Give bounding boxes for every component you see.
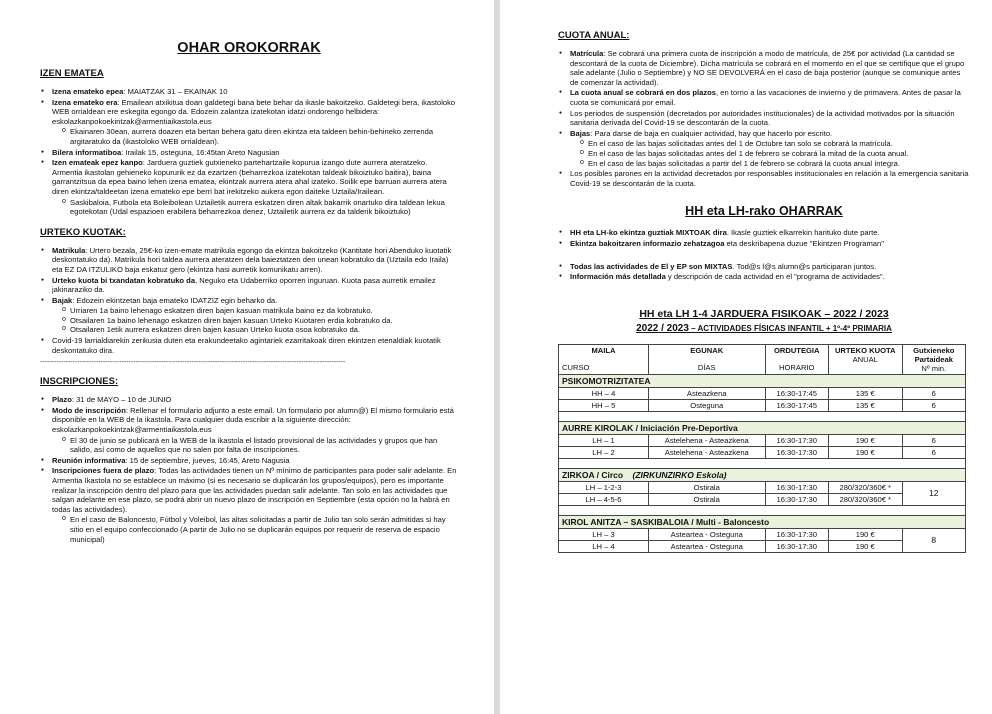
group-row: AURRE KIROLAK / Iniciación Pre-Deportiva xyxy=(559,421,966,434)
sub-list-item: o Otsailaren 1etik aurrera eskatzen diren bajen kasuan Urteko kuota osoa kobratuko da. xyxy=(52,325,458,335)
list-item: ● Ekintza bakoitzaren informazio zehatzagoa eta deskribapena duzue "Ekintzen Programan" xyxy=(558,239,970,249)
activities-table xyxy=(558,344,966,553)
section-heading-inscripciones: INSCRIPCIONES: xyxy=(40,376,119,388)
table-row: LH – 1 Astelehena - Asteazkena 16:30-17:30 190 € 6 xyxy=(559,434,966,446)
list-item: ● Izena emateko epea: MAIATZAK 31 – EKAINAK 10 xyxy=(40,87,458,97)
list-item: ● Bilera informatiboa: Irailak 15, osteguna, 16:45tan Areto Nagusian xyxy=(40,148,458,158)
sub-list-item: o En el caso de Baloncesto, Fútbol y Voleibol, las altas solicitadas a partir de Julio tan solo serán admitidas si hay sitio en el equipo confeccionado (A partir de Julio no se duplicarán equipos por requerir de reserva de espacio municipal) xyxy=(52,515,458,544)
list-item: ● Modo de inscripción: Rellenar el formulario adjunto a este email. Un formulario por alumn@) El mismo formulario está disponible en la WEB de la ikastola. Para cualquier duda escribir a la siguiente dirección: eskolazkanpokoekintzak@armentiaikastola.eus o El 30 de junio se publicará en la WEB de la ikastola el listado provisional de las actividades y grupos que han salido, así como de aquellos que no salen por falta de inscripciones. xyxy=(40,406,458,455)
list-item: ● Todas las actividades de El y EP son MIXTAS. Tod@s l@s alumn@s participaran juntos. xyxy=(558,262,970,272)
list-item: ● Matrikula: Urtero bezala, 25€-ko izen-emate matrikula egongo da ekintza bakoitzeko (Kantitate hori Abenduko kuotatik deskontatuko da). Matrikula hori taldea aurrera ateratzen dela baieztatzen den unean kobratuko da (Uztaila edo Iraila) eta EZ DA ITZULIKO baja eskatuz gero (ekintza hasi aurretik komunikatu arren). xyxy=(40,246,458,275)
oharrak-list-eu xyxy=(558,228,970,248)
list-item: ● Reunión informativa: 15 de septiembre, jueves, 16:45, Areto Nagusia xyxy=(40,456,458,466)
list-item: ● Izena emateko era: Emailean atxikitua doan galdetegi bana bete behar da ikasle bakoitzeko. Galdetegi bera, ikastoloko WEB orrialdean ere eskegita egongo da. Edozein zalantza izatekotan idatzi ondorengo helbidera: eskolazkanpokoekintzak@armentiaikastola.eus o Ekainaren 30ean, aurrera doazen eta bertan behera gatu diren ekintza eta taldeen behin-behineko zerrenda argitaratuko da (ikastoloko WEB orrialdean). xyxy=(40,98,458,147)
oharrak-list-es xyxy=(558,262,970,282)
cuota-list xyxy=(558,49,970,188)
sub-list-item: o Ekainaren 30ean, aurrera doazen eta bertan behera gatu diren ekintza eta taldeen behin-behineko zerrenda argitaratuko da (ikastoloko WEB orrialdean). xyxy=(52,127,458,146)
sub-list-item: o El 30 de junio se publicará en la WEB de la ikastola el listado provisional de las actividades y grupos que han salido, así como de aquellos que no salen por falta de inscripciones. xyxy=(52,436,458,455)
table-row: LH – 4 Asteartea - Osteguna 16:30-17:30 190 € xyxy=(559,540,966,552)
section-heading-kuota: URTEKO KUOTAK: xyxy=(40,226,126,238)
table-title-line1: HH eta LH 1-4 JARDUERA FISIKOAK – 2022 / 2023 xyxy=(639,307,889,320)
sub-list-item: o Saskibaloia, Futbola eta Boleibolean Uztailetik aurrera eskatzen diren altak bakarrik onartuko dira taldean lekua egotekotan (Udal espazioen erabilera beharrezkoa denez, Uztailetik aurrera ez da talderik bikoiztuko) xyxy=(52,198,458,217)
sub-list-item: o En el caso de las bajas solicitadas antes del 1 de febrero se cobrará la mitad de la cuota anual. xyxy=(570,149,970,159)
inscripciones-list xyxy=(40,395,458,544)
table-header-row: MAILA CURSO EGUNAK DÍAS ORDUTEGIA HORARIO URTEKO KUOTA ANUAL Gutxieneko Partaideak Nº min. xyxy=(559,344,966,374)
list-item: ● La cuota anual se cobrará en dos plazos, en torno a las vacaciones de invierno y de primavera. Antes de pasar la cuota se comunicará por email. xyxy=(558,88,970,107)
list-item: ● Izen emateak epez kanpo: Jarduera guztiek gutxieneko partehartzaile kopurua izango dute aurrera ateratzeko. Armentia ikastolan gehieneko kopururik ez da ezartzen (beharrezkoa izatekotan taldeak bikoiztuko baitira), baina garrantzitsua da epea baino lehen izena ematea, ekintzak aurrera atera ahal izateko. Soilik epe barruan aurrera atera diren ekintza/taldeetan izena emateko epe berri bat irekitzeko aukera egon daiteke Uztaila/Irailean. o Saskibaloia, Futbola eta Boleibolean Uztailetik aurrera eskatzen diren altak bakarrik onartuko dira taldean lekua egotekotan (Udal espazioen erabilera beharrezkoa denez, Uztailetik aurrera ez da talderik bikoiztuko) xyxy=(40,158,458,217)
table-row: HH – 5 Osteguna 16:30-17:45 135 € 6 xyxy=(559,399,966,411)
table-row: HH – 4 Asteazkena 16:30-17:45 135 € 6 xyxy=(559,387,966,399)
sub-list-item: o En el caso de las bajas solicitadas a partir del 1 de febrero se cobrará la cuota anual íntegra. xyxy=(570,159,970,169)
list-item: ● Inscripciones fuera de plazo: Todas las actividades tienen un Nº mínimo de participantes para poder salir adelante. En Armentia Ikastola no se establece un máximo (si es necesario se duplicarán los grupos/equipos), pero es importante realizar la inscripción dentro del plazo para que las actividades puedan salir adelante. Tan solo en las actividades que salgan adelante en ese plazo, se podrá abrir un nuevo plazo de inscripción en Septiembre (esta opción no la habrá en todas las actividades). o En el caso de Baloncesto, Fútbol y Voleibol, las altas solicitadas a partir de Julio tan solo serán admitidas si hay sitio en el equipo confeccionado (A partir de Julio no se duplicarán equipos por requerir de reserva de espacio municipal) xyxy=(40,466,458,544)
page-title: OHAR OROKORRAK xyxy=(177,40,321,56)
list-item: ● Los posibles parones en la actividad decretados por responsables institucionales en relación a la emergencia sanitaria Covid-19 se descontarán de la cuota. xyxy=(558,169,970,188)
list-item: ● HH eta LH-ko ekintza guztiak MIXTOAK dira. Ikasle guztiek elkarrekin harituko dute parte. xyxy=(558,228,970,238)
list-item: ● Matrícula: Se cobrará una primera cuota de inscripción a modo de matrícula, de 25€ por actividad (La cantidad se descontará de la cuota de Diciembre). Dicha matrícula se cobrará en el momento en el que se certifique que el grupo sale adelante (Julio o Septiembre) y NO SE DEVOLVERÁ en el caso de baja posterior (aunque se comunique antes de comenzar la actividad). xyxy=(558,49,970,87)
list-item: ● Bajak: Edozein ekintzetan baja emateko IDATZIZ egin beharko da. o Urriaren 1a baino lehenago eskatzen diren bajen kasuan matrikula baino ez da kobratuko. o Otsailaren 1a baino lehenago eskatzen diren bajen kasuan Urteko Kuotaren erdia kobratuko da. o Otsailaren 1etik aurrera eskatzen diren bajen kasuan Urteko kuota osoa kobratuko da. xyxy=(40,296,458,335)
right-page xyxy=(500,0,992,714)
list-item: ● Urteko kuota bi txandatan kobratuko da, Neguko eta Udaberriko oporren inguruan. Kuota pasa aurretik emailez jakinaraziko da. xyxy=(40,276,458,295)
table-row: LH – 4-5-6 Ostirala 16:30-17:30 280/320/360€ * xyxy=(559,493,966,505)
table-title xyxy=(558,308,970,334)
group-row: PSIKOMOTRIZITATEA xyxy=(559,374,966,387)
group-row: ZIRKOA / Circo (ZIRKUNZIRKO Eskola) xyxy=(559,468,966,481)
izen-list xyxy=(40,87,458,217)
list-item: ● Bajas: Para darse de baja en cualquier actividad, hay que hacerlo por escrito. o En el caso de las bajas solicitadas antes del 1 de Octubre tan solo se cobrará la matrícula. o En el caso de las bajas solicitadas antes del 1 de febrero se cobrará la mitad de la cuota anual. o En el caso de las bajas solicitadas a partir del 1 de febrero se cobrará la cuota anual íntegra. xyxy=(558,129,970,168)
kuota-list xyxy=(40,246,458,356)
sub-list-item: o En el caso de las bajas solicitadas antes del 1 de Octubre tan solo se cobrará la matrícula. xyxy=(570,139,970,149)
list-item: ● Covid-19 larrialdiarekin zerikusia duten eta erakundeetako agintariek ezarritakoak diren ekintzen etenaldiak kuotatik deskontatuko dira. xyxy=(40,336,458,355)
sub-list-item: o Otsailaren 1a baino lehenago eskatzen diren bajen kasuan Urteko Kuotaren erdia kobratuko da. xyxy=(52,316,458,326)
group-row: KIROL ANITZA – SASKIBALOIA / Multi - Baloncesto xyxy=(559,515,966,528)
table-row: LH – 1-2-3 Ostirala 16:30-17:30 280/320/360€ * 12 xyxy=(559,481,966,493)
left-page xyxy=(0,0,494,714)
table-row: LH – 3 Asteartea - Osteguna 16:30-17:30 190 € 8 xyxy=(559,528,966,540)
list-item: ● Plazo: 31 de MAYO – 10 de JUNIO xyxy=(40,395,458,405)
section-heading-cuota: CUOTA ANUAL: xyxy=(558,30,630,41)
list-item: ● Los periodos de suspensión (decretados por autoridades institucionales) de la actividad motivados por la situación sanitaria derivada del Covid-19 se descontarán de la cuota. xyxy=(558,109,970,128)
divider-line: ----------------------------------------------------------------------------------------------------------------------------------- xyxy=(40,359,346,367)
table-row: LH – 2 Astelehena - Asteazkena 16:30-17:30 190 € 6 xyxy=(559,446,966,458)
section-heading-izen: IZEN EMATEA xyxy=(40,68,104,79)
oharrak-title: HH eta LH-rako OHARRAK xyxy=(685,204,843,219)
list-item: ● Información más detallada y descripción de cada actividad en el "programa de actividades". xyxy=(558,272,970,282)
sub-list-item: o Urriaren 1a baino lehenago eskatzen diren bajen kasuan matrikula baino ez da kobratuko. xyxy=(52,306,458,316)
table-title-line2: 2022 / 2023 – ACTIVIDADES FÍSICAS INFANTIL + 1º-4º PRIMARIA xyxy=(636,322,892,334)
